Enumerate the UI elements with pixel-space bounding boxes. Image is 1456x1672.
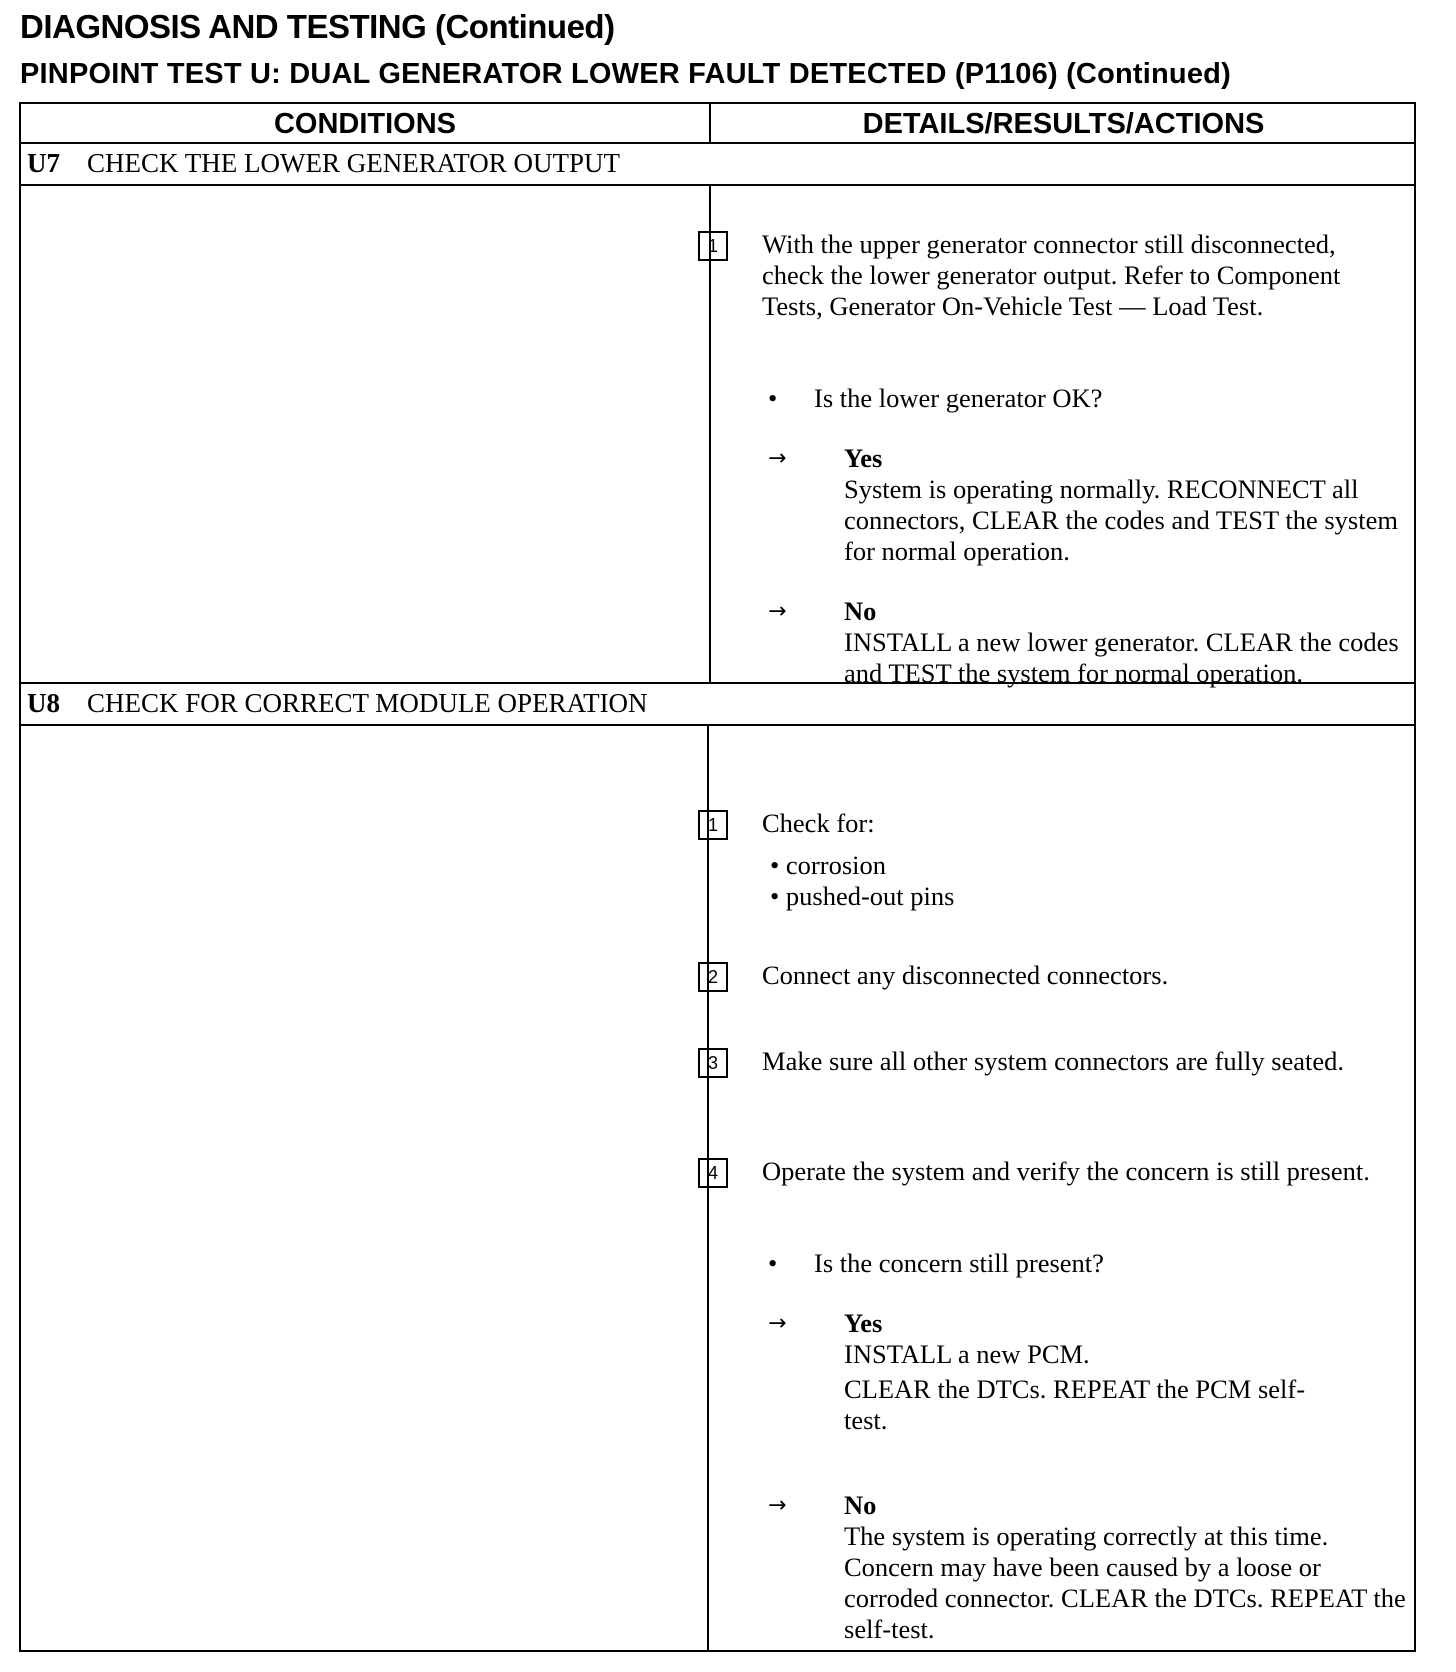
answer-label: Yes [844,1308,883,1338]
step-number-box: 1 [698,810,728,840]
question-text: Is the concern still present? [814,1248,1104,1278]
step-text: Make sure all other system connectors are fully seated. [762,1046,1345,1076]
step-u7-1 [698,229,1388,322]
answer-text: INSTALL a new lower generator. CLEAR the codes and TEST the system for normal operation. [844,627,1399,688]
column-divider [709,104,711,142]
answer-label: Yes [844,443,883,473]
answer-u8-no [768,1490,1408,1645]
step-u8-3 [698,1046,1388,1077]
step-number-box: 3 [698,1048,728,1078]
pinpoint-test-title: PINPOINT TEST U: DUAL GENERATOR LOWER FAULT DETECTED (P1106) (Continued) [20,58,1231,90]
step-number-box: 2 [698,962,728,992]
arrow-right-icon: → [768,1311,787,1336]
section-title-text: CHECK FOR CORRECT MODULE OPERATION [87,688,648,718]
column-divider [707,724,709,1652]
answer-text: System is operating normally. RECONNECT all connectors, CLEAR the codes and TEST the system for normal operation. [844,474,1398,566]
bullet: • [768,1248,778,1278]
question-u7 [768,383,1102,414]
answer-u7-no [768,596,1408,689]
answer-text: The system is operating correctly at this time. Concern may have been caused by a loose or corroded connector. CLEAR the DTCs. REPEAT the self-test. [844,1521,1406,1644]
question-u8 [768,1248,1104,1279]
arrow-right-icon: → [768,599,787,624]
step-u8-2 [698,960,1388,991]
check-list [770,850,954,912]
answer-u8-yes [768,1308,1408,1436]
table-divider [21,184,1414,186]
list-item: • corrosion [770,850,886,880]
answer-label: No [844,1490,877,1520]
step-text: Connect any disconnected connectors. [762,960,1169,990]
column-header-details: DETAILS/RESULTS/ACTIONS [862,108,1265,140]
step-u8-4 [698,1156,1388,1187]
bullet: • [768,383,778,413]
section-id: U8 [27,688,60,718]
step-text: Check for: [762,808,875,838]
section-title-u7 [27,143,620,183]
answer-text: INSTALL a new PCM. [844,1339,1090,1369]
section-title-text: CHECK THE LOWER GENERATOR OUTPUT [87,148,620,178]
step-number-box: 4 [698,1158,728,1188]
answer-u7-yes [768,443,1408,567]
step-number-box: 1 [698,231,728,261]
answer-label: No [844,596,877,626]
section-title-u8 [27,683,648,723]
arrow-right-icon: → [768,446,787,471]
list-item: • pushed-out pins [770,881,955,911]
step-text: With the upper generator connector still disconnected, check the lower generator output. Refer to Component Tests, Generator On-Vehicle Test — Load Test. [762,229,1341,321]
section-id: U7 [27,148,60,178]
step-text: Operate the system and verify the concern is still present. [762,1156,1370,1186]
page-title: DIAGNOSIS AND TESTING (Continued) [20,8,615,45]
column-header-conditions: CONDITIONS [273,108,457,140]
table-divider [21,724,1414,726]
answer-text: CLEAR the DTCs. REPEAT the PCM self-test. [844,1374,1306,1435]
question-text: Is the lower generator OK? [814,383,1103,413]
step-u8-1 [698,808,1388,839]
arrow-right-icon: → [768,1493,787,1518]
